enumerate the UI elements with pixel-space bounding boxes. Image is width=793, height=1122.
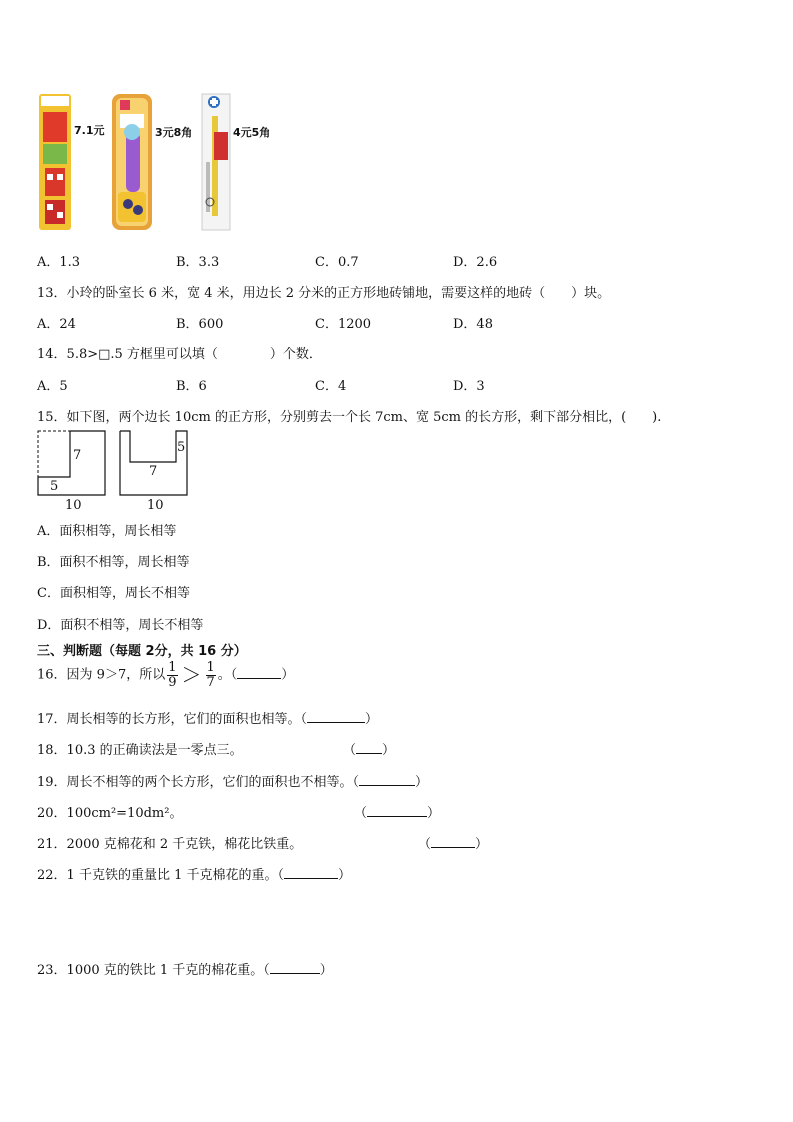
answer-blank[interactable]	[356, 742, 382, 754]
answer-blank[interactable]	[270, 962, 320, 974]
q13-option-a[interactable]: A．24	[37, 317, 76, 332]
fig1-side-label: 7	[73, 448, 82, 463]
fig1-bottom-label: 5	[50, 479, 59, 494]
product-price: 7.1元	[74, 124, 105, 137]
q14-option-c[interactable]: C．4	[315, 379, 347, 394]
question-20: 20．100cm²=10dm²。	[37, 806, 183, 821]
toothbrush-package-icon	[37, 92, 73, 232]
q12-option-a[interactable]: A．1.3	[37, 255, 81, 270]
question-18: 18．10.3 的正确读法是一零点三。	[37, 743, 243, 758]
q12-option-d[interactable]: D．2.6	[453, 255, 498, 270]
q20-answer: （ ）	[354, 806, 441, 821]
question-15: 15．如下图，两个边长 10cm 的正方形，分别剪去一个长 7cm、宽 5cm 的长方形，剩下部分相比，( ).	[37, 410, 662, 425]
q15-option-d[interactable]: D．面积不相等，周长不相等	[37, 618, 204, 633]
q14-option-d[interactable]: D．3	[453, 379, 485, 394]
q13-option-c[interactable]: C．1200	[315, 317, 372, 332]
fraction-one-ninth: $\frac{1}{9}$	[168, 659, 177, 690]
fig2-inner-label: 7	[149, 464, 158, 479]
question-21: 21．2000 克棉花和 2 千克铁，棉花比铁重。	[37, 837, 303, 852]
product-price: 4元5角	[233, 126, 271, 139]
q15-figure-2	[119, 430, 191, 514]
fig2-base-label: 10	[147, 498, 164, 513]
q15-option-a[interactable]: A．面积相等，周长相等	[37, 524, 177, 539]
q15-figure-1	[37, 430, 109, 514]
question-16: 16．因为 9＞7，所以 $\frac{1}{9}$ ＞ $\frac{1}{7}$ 。（ ）	[37, 659, 295, 690]
question-19: 19．周长不相等的两个长方形，它们的面积也不相等。（ ）	[37, 775, 429, 790]
toothbrush-package-icon	[110, 92, 154, 232]
answer-blank[interactable]	[237, 667, 281, 679]
q18-answer: （ ）	[343, 743, 396, 758]
answer-blank[interactable]	[284, 867, 338, 879]
q21-answer: （ ）	[418, 837, 489, 852]
product-toothbrush-3	[200, 92, 232, 232]
answer-blank[interactable]	[307, 711, 365, 723]
question-17: 17．周长相等的长方形，它们的面积也相等。（ ）	[37, 712, 379, 727]
fig1-base-label: 10	[65, 498, 82, 513]
product-toothbrush-1	[37, 92, 73, 232]
product-toothbrush-2	[110, 92, 154, 232]
answer-blank[interactable]	[359, 774, 415, 786]
product-price: 3元8角	[155, 126, 193, 139]
q15-option-b[interactable]: B．面积不相等，周长相等	[37, 555, 190, 570]
question-23: 23．1000 克的铁比 1 千克的棉花重。（ ）	[37, 963, 333, 978]
question-22: 22．1 千克铁的重量比 1 千克棉花的重。（ ）	[37, 868, 351, 883]
fig2-side-label: 5	[177, 440, 186, 455]
question-14: 14．5.8>□.5 方框里可以填（ ）个数．	[37, 347, 322, 362]
question-13: 13．小玲的卧室长 6 米，宽 4 米，用边长 2 分米的正方形地砖铺地，需要这样的地砖（ ）块。	[37, 286, 611, 301]
answer-blank[interactable]	[367, 805, 427, 817]
q12-option-c[interactable]: C．0.7	[315, 255, 359, 270]
q13-option-b[interactable]: B．600	[176, 317, 224, 332]
q15-option-c[interactable]: C．面积相等，周长不相等	[37, 586, 190, 601]
toothbrush-package-icon	[200, 92, 232, 232]
q14-option-b[interactable]: B．6	[176, 379, 207, 394]
fraction-one-seventh: $\frac{1}{7}$	[206, 659, 215, 690]
q13-option-d[interactable]: D．48	[453, 317, 493, 332]
section-heading: 三、判断题（每题 2分，共 16 分）	[37, 644, 247, 659]
q14-option-a[interactable]: A．5	[37, 379, 68, 394]
answer-blank[interactable]	[431, 836, 475, 848]
q12-option-b[interactable]: B．3.3	[176, 255, 220, 270]
